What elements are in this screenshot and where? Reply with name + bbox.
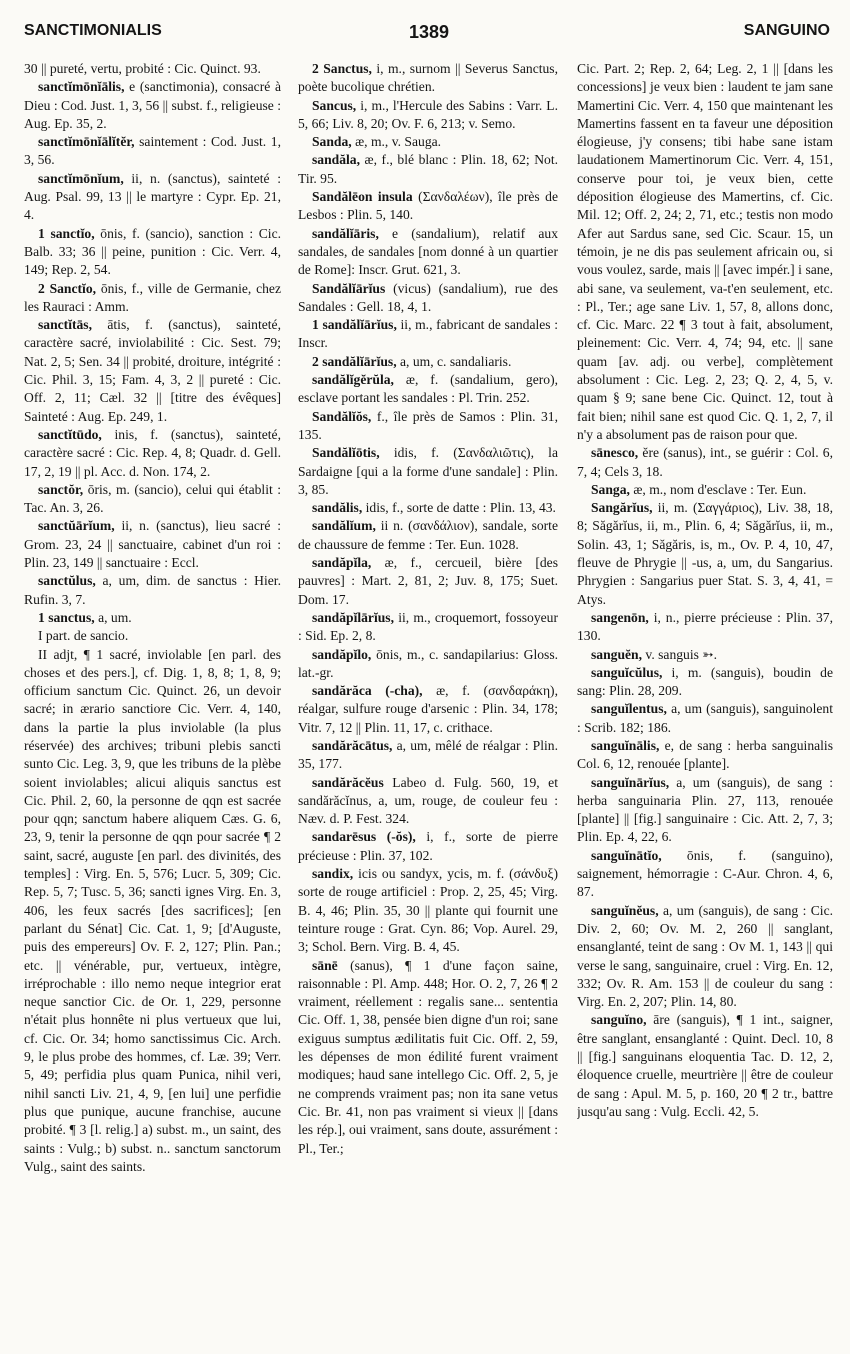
entry-definition: ōnis, f. (sanguino), saignement, hémorragie : C-Aur. Chron. 4, 6, 87. xyxy=(577,847,833,900)
dictionary-entry xyxy=(24,627,281,645)
entry-definition: e, de sang : herba sanguinalis Col. 6, 12, renouée [plante]. xyxy=(577,737,833,772)
dictionary-entry xyxy=(298,865,558,956)
dictionary-entry xyxy=(298,499,558,517)
dictionary-entry xyxy=(298,444,558,499)
entry-definition: f., île près de Samos : Plin. 31, 135. xyxy=(298,408,558,442)
entry-headword: 1 sandălĭārĭus, xyxy=(312,317,397,333)
column-3 xyxy=(577,60,833,1345)
entry-headword: Sandălēon insula xyxy=(312,189,413,205)
dictionary-entry xyxy=(298,646,558,683)
entry-headword: sanguĭnālis, xyxy=(591,737,660,753)
entry-definition: ōris, m. (sancio), celui qui établit : Tac. An. 3, 26. xyxy=(24,481,281,516)
entry-definition: æ, f. (σανδαράκη), réalgar, sulfure rouge d'arsenic : Plin. 34, 178; Vitr. 7, 12 || Plin. 11, 17, c. crithace. xyxy=(298,683,558,735)
dictionary-entry xyxy=(298,133,558,151)
dictionary-entry xyxy=(577,902,833,1012)
dictionary-entry xyxy=(298,371,558,408)
entry-headword: sanguĭlentus, xyxy=(591,701,667,717)
entry-definition: a, um, c. sandaliaris. xyxy=(400,353,512,369)
dictionary-entry xyxy=(298,280,558,317)
column-1 xyxy=(24,60,281,1345)
dictionary-entry xyxy=(24,78,281,133)
dictionary-entry xyxy=(298,316,558,353)
dictionary-entry xyxy=(298,408,558,445)
dictionary-entry xyxy=(298,151,558,188)
entry-headword: sandălĭāris, xyxy=(312,225,379,241)
entry-headword: Sandălĭōtis, xyxy=(312,445,380,461)
dictionary-entry xyxy=(24,170,281,225)
entry-definition: Cic. Part. 2; Rep. 2, 64; Leg. 2, 1 || [dans les concessions] je veux bien : laudent te jam sane Mamertini Cic. Verr. 4, 150 que maintenant les Mamertins fassent en ta faveur une déposition élogieuse, j'y consens; tibi habe sane istam laudationem Mamertinorum Cic. Verr. 4, 151, conserve pour toi, je veux bien, cette déposition élogieuse des Mamertins, cf. Cic. Mil. 12; Off. 2, 24; 2, 71, etc.; testis non modo Afer aut Sardus sane, sed Cic. Scaur. 15, un témoin, je ne dis pas seulement africain ou, si vous voulez, sarde, mais || [avec impér.] i sane, abi sane, va seulement, va-t'en seulement, etc. : Pl., Ter.; age sane Liv. 1, 57, 8, allons donc, cf. Cic. Marc. 22 ¶ 3 tout à fait, absolument, pleinement: Cic. Verr. 4, 74; 94, etc. || sane quam [av. adj. ou verbe], complètement absolument : Cic. Leg. 2, 23; Q. 2, 4, 5, v. quam § 9; sane bene Cic. Quinct. 12, tout à fait bien; nihil sane est quod Cic. Q. 1, 2, 7, il n'y a absolument pas de raison pour que. xyxy=(577,61,833,442)
entry-headword: Sandălĭŏs, xyxy=(312,408,372,424)
entry-definition: ii, n. (sanctus), lieu sacré : Grom. 23, 24 || sanctuaire, cabinet d'un roi : Plin. 23, 149 || sanctuaire : Eccl. xyxy=(24,518,281,571)
dictionary-entry xyxy=(24,133,281,170)
dictionary-entry xyxy=(298,609,558,646)
entry-headword: sanctĭmōnĭālĭtĕr, xyxy=(38,134,135,150)
entry-definition: ii, m., croquemort, fossoyeur : Sid. Ep. 2, 8. xyxy=(298,609,558,644)
dictionary-entry xyxy=(577,444,833,481)
dictionary-entry xyxy=(24,426,281,481)
entry-headword: sanctĭtās, xyxy=(38,317,92,333)
entry-headword: sanctŏr, xyxy=(38,481,84,497)
dictionary-entry xyxy=(577,664,833,701)
dictionary-entry xyxy=(298,353,558,371)
entry-headword: 2 sandălĭārĭus, xyxy=(312,353,397,369)
entry-definition: i, m., l'Hercule des Sabins : Varr. L. 5, 66; Liv. 8, 20; Ov. F. 6, 213; v. Semo. xyxy=(298,97,558,131)
entry-definition: e (sandalium), relatif aux sandales, de sandales [nom donné à un quartier de Rome]: Inscr. Grut. 621, 3. xyxy=(298,225,558,278)
entry-definition: ōnis, f., ville de Germanie, chez les Rauraci : Amm. xyxy=(24,280,281,314)
entry-headword: sanguĭcŭlus, xyxy=(591,664,663,680)
page-number: 1389 xyxy=(409,22,450,42)
entry-headword: sanguĕn, xyxy=(591,646,642,662)
entry-headword: sanctĭmōnĭum, xyxy=(38,170,124,186)
entry-definition: (sanus), ¶ 1 d'une façon saine, raisonnable : Pl. Amp. 448; Hor. O. 2, 7, 26 ¶ 2 vraiment, réellement : regalis sane... sententia Cic. Off. 1, 38, pensée bien digne d'un roi; sane exiguus sumptus ædilitatis fuit Cic. Off. 2, 59, les dépenses de mon édilité furent vraiment modiques; haud sane intellego Cic. Off. 2, 5, je ne comprends vraiment pas; non ita sane vetus Cic. Br. 41, non pas vraiment si vieux || [dans les rép.], oui vraiment, sans doute, assurément : Pl., Ter.; xyxy=(298,957,558,1156)
entry-headword: 2 Sanctus, xyxy=(312,61,372,76)
entry-definition: i, m., surnom || Severus Sanctus, poète bucolique chrétien. xyxy=(298,61,558,95)
entry-definition: (vicus) (sandalium), rue des Sandales : Gell. 18, 4, 1. xyxy=(298,280,558,314)
entry-headword: sanguĭnātĭo, xyxy=(591,847,662,863)
entry-definition: ii, n. (sanctus), sainteté : Aug. Psal. 99, 13 || le martyre : Cypr. Ep. 21, 4. xyxy=(24,170,281,223)
entry-headword: sandarēsus (-ŏs), xyxy=(312,829,416,845)
dictionary-entry xyxy=(24,60,281,78)
entry-definition: a, um (sanguis), de sang : herba sanguinaria Plin. 27, 113, renouée [plante] || [fig.] sanguinaire : Cic. Att. 2, 7, 3; Plin. Ep. 4, 22, 6. xyxy=(577,774,833,845)
dictionary-entry xyxy=(24,280,281,317)
entry-definition: a, um (sanguis), sanguinolent : Scrib. 182; 186. xyxy=(577,701,833,735)
entry-headword: sandăla, xyxy=(312,152,360,168)
entry-headword: sandărăcĕus xyxy=(312,774,384,790)
dictionary-entry xyxy=(577,646,833,664)
dictionary-entry xyxy=(577,1011,833,1121)
dictionary-entry xyxy=(577,700,833,737)
entry-headword: sānē xyxy=(312,957,338,973)
entry-definition: ōnis, m., c. sandapilarius: Gloss. lat.-gr. xyxy=(298,646,558,680)
dictionary-entry xyxy=(298,188,558,225)
entry-headword: sanguĭnārĭus, xyxy=(591,774,670,790)
entry-headword: sānesco, xyxy=(591,445,639,461)
entry-definition: a, um, dim. de sanctus : Hier. Rufin. 3, 7. xyxy=(24,573,281,607)
entry-headword: sanctĭtūdo, xyxy=(38,426,102,442)
dictionary-entry xyxy=(577,499,833,609)
entry-definition: a, um. xyxy=(98,609,132,625)
entry-definition: i, n., pierre précieuse : Plin. 37, 130. xyxy=(577,609,833,644)
entry-definition: 30 || pureté, vertu, probité : Cic. Quinct. 93. xyxy=(24,61,261,76)
entry-definition: ii, m., fabricant de sandales : Inscr. xyxy=(298,317,558,351)
entry-definition: ōnis, f. (sancio), sanction : Cic. Balb. 33; 36 || peine, punition : Cic. Verr. 4, 149; Rep. 2, 54. xyxy=(24,225,281,278)
right-guide-word: SANGUINO xyxy=(743,22,830,39)
dictionary-entry xyxy=(577,847,833,902)
entry-definition: æ, m., nom d'esclave : Ter. Eun. xyxy=(633,481,807,497)
entry-definition: æ, f. (sandalium, gero), esclave portant les sandales : Pl. Trin. 252. xyxy=(298,372,558,406)
entry-definition: v. sanguis ➳. xyxy=(645,646,718,662)
dictionary-entry xyxy=(24,481,281,518)
entry-headword: 2 Sanctĭo, xyxy=(38,280,97,296)
entry-definition: a, um, mêlé de réalgar : Plin. 35, 177. xyxy=(298,737,558,772)
dictionary-entry xyxy=(298,517,558,554)
dictionary-entry xyxy=(24,646,281,1177)
dictionary-entry xyxy=(24,517,281,572)
entry-headword: sandălĭgĕrŭla, xyxy=(312,372,394,388)
entry-definition: i, f., sorte de pierre précieuse : Plin. 37, 102. xyxy=(298,829,558,863)
entry-definition: ii, m. (Σαγγάριος), Liv. 38, 18, 8; Săgărĭus, ii, m., Plin. 6, 4; Săgărĭus, ii, m., Solin. 43, 1; Săgăris, is, m., Ov. P. 4, 10, 47, fleuve de Phrygie || -us, a, um, du Sangarius. Phrygien : Sangarius puer Stat. S. 3, 4, 41, = Atys. xyxy=(577,500,833,607)
entry-headword: Sanga, xyxy=(591,481,630,497)
entry-headword: Sangărĭus, xyxy=(591,500,653,516)
entry-definition: æ, f., cercueil, bière [des pauvres] : Mart. 2, 81, 2; Juv. 8, 175; Suet. Dom. 17. xyxy=(298,555,558,607)
entry-definition: a, um (sanguis), de sang : Cic. Div. 2, 60; Ov. M. 2, 260 || sanglant, ensanglanté, teint de sang : Ov M. 1, 143 || qui verse le sang, sanguinaire, cruel : Virg. En. 12, 332; Ov. R. Am. 153 || de couleur du sang : Virg. En. 2, 207; Plin. 14, 80. xyxy=(577,902,833,1010)
entry-headword: Sanda, xyxy=(312,134,352,150)
entry-headword: sanguĭnĕus, xyxy=(591,902,659,918)
dictionary-entry xyxy=(577,737,833,774)
entry-headword: sandăpĭlo, xyxy=(312,646,372,662)
entry-definition: idis, f. (Σανδαλιῶτις), la Sardaigne [qui a la forme d'une sandale] : Plin. 3, 85. xyxy=(298,445,558,497)
entry-definition: ĕre (sanus), int., se guérir : Col. 6, 7, 4; Cels 3, 18. xyxy=(577,445,833,479)
entry-headword: sanctŭārĭum, xyxy=(38,518,115,534)
entry-headword: sandărăca (-cha), xyxy=(312,683,423,699)
dictionary-entry xyxy=(577,60,833,444)
dictionary-entry xyxy=(298,225,558,280)
entry-definition: icis ou sandyx, ycis, m. f. (σάνδυξ) sorte de rouge artificiel : Prop. 2, 25, 45; Virg. B. 4, 46; Plin. 35, 30 || plante qui fournit une teinture rouge : Grat. Cyn. 86; Vop. Aurel. 29, 3; Schol. Bern. Virg. B. 4, 45. xyxy=(298,866,558,955)
dictionary-entry xyxy=(298,737,558,774)
entry-definition: II adjt, ¶ 1 sacré, inviolable [en parl. des choses et des pers.], cf. Dig. 1, 8, 8; 1, 8, 9; officium sanctum Cic. Quinct. 26, un devoir sacré; in ærario sanctiore Cic. Verr. 4, 140, dans la partie la plus inviolable (la plus réservée) des archives; tribuni plebis sancti sunto Cic. Leg. 3, 9, que les tribuns de la plèbe soient inviolables; alicui aliquis sanctus est Cic. Phil. 2, 60, la personne de qqn est sacrée pour qqn; sanctum habere aliquem Cæs. G. 6, 23, 9, tenir la personne de qqn pour sacrée ¶ 2 saint, sacré, auguste [en parl. des divinités, des temples] : Virg. En. 5, 576; Lucr. 5, 309; Cic. Rep. 5, 7; Tusc. 5, 36; sancti ignes Virg. En. 3, 406, les feux sacrés [des sacrifices]; [en parlant du Sénat] Cic. Cat. 1, 9; [d'Auguste, puis des empereurs] Ov. F. 2, 127; Plin. Pan.; etc. || vénérable, pur, vertueux, intègre, irréprochable : illo nemo neque integrior erat neque sanctior Cic. de Or. 1, 229, personne n'était plus honnête ni plus vertueux que lui, cf. Cic. Or. 34; homo sanctissimus Cic. Arch. 9, le plus probe des hommes, cf. Læ. 39; Verr. 5, 49; perfidia plus quam Punica, nihil veri, nihil sancti Liv. 21, 4, 9, [en lui] une perfidie plus que punique, aucune franchise, aucune probité. ¶ 3 [l. relig.] a) subst. m., un saint, des saints : Vulg.; b) subst. n.. sanctum sanctorum Vulg., saint des saints. xyxy=(24,646,281,1174)
dictionary-entry xyxy=(24,225,281,280)
dictionary-entry xyxy=(577,609,833,646)
entry-headword: sanctŭlus, xyxy=(38,573,96,589)
dictionary-entry xyxy=(298,60,558,97)
dictionary-entry xyxy=(298,554,558,609)
entry-headword: sandălis, xyxy=(312,500,363,516)
dictionary-entry xyxy=(24,316,281,426)
entry-definition: e (sanctimonia), consacré à Dieu : Cod. Just. 1, 3, 56 || subst. f., religieuse : Aug. Ep. 35, 2. xyxy=(24,79,281,131)
entry-definition: ii n. (σανδάλιον), sandale, sorte de chaussure de femme : Ter. Eun. 1028. xyxy=(298,518,558,552)
entry-headword: sangenōn, xyxy=(591,609,649,625)
entry-definition: I part. de sancio. xyxy=(38,628,129,644)
entry-headword: Sancus, xyxy=(312,97,357,113)
entry-definition: i, m. (sanguis), boudin de sang: Plin. 28, 209. xyxy=(577,664,833,699)
entry-definition: Labeo d. Fulg. 560, 19, et sandărăcĭnus, a, um, rouge, de couleur feu : Næv. d. P. Fest. 324. xyxy=(298,774,558,827)
entry-headword: sandălĭum, xyxy=(312,518,376,534)
dictionary-entry xyxy=(577,481,833,499)
entry-headword: 1 sanctus, xyxy=(38,609,95,625)
entry-headword: sandăpĭlārĭus, xyxy=(312,609,394,625)
dictionary-entry xyxy=(577,774,833,847)
entry-headword: 1 sanctĭo, xyxy=(38,225,95,241)
entry-definition: āre (sanguis), ¶ 1 int., saigner, être sanglant, ensanglanté : Quint. Decl. 10, 8 || [fig.] sanguinans eloquentia Tac. D. 12, 2, éloquence cruelle, meurtrière || être de couleur de sang : Apul. M. 5, p. 160, 20 ¶ 2 tr., battre jusqu'au sang : Vulg. Eccli. 42, 5. xyxy=(577,1012,833,1119)
entry-headword: sanguĭno, xyxy=(591,1012,647,1028)
entry-definition: (Σανδαλέων), île près de Lesbos : Plin. 5, 140. xyxy=(298,189,558,223)
entry-headword: sandix, xyxy=(312,866,354,882)
left-guide-word: SANCTIMONIALIS xyxy=(24,22,162,39)
entry-headword: sandărăcātus, xyxy=(312,737,393,753)
entry-headword: Sandălĭārĭus xyxy=(312,280,386,296)
dictionary-entry xyxy=(298,774,558,829)
dictionary-entry xyxy=(298,957,558,1158)
entry-definition: æ, f., blé blanc : Plin. 18, 62; Not. Tir. 95. xyxy=(298,152,558,186)
column-2 xyxy=(298,60,558,1345)
dictionary-entry xyxy=(24,609,281,627)
entry-definition: æ, m., v. Sauga. xyxy=(355,134,442,150)
dictionary-entry xyxy=(24,572,281,609)
running-header xyxy=(24,18,830,48)
entry-definition: inis, f. (sanctus), sainteté, caractère sacré : Cic. Rep. 4, 8; Quadr. d. Gell. 17, 2, 19 || pl. Acc. d. Non. 174, 2. xyxy=(24,426,281,479)
dictionary-entry xyxy=(298,97,558,134)
entry-definition: ātis, f. (sanctus), sainteté, caractère sacré, inviolabilité : Cic. Sest. 79; Nat. 2, 5; Sen. 34 || probité, droiture, intégrité : Cic. Phil. 3, 15; Fam. 4, 3, 2 || pureté : Cic. Off. 2, 11; Cæl. 32 || [titre des évêques] Sainteté : Aug. Ep. 249, 1. xyxy=(24,317,281,424)
dictionary-entry xyxy=(298,828,558,865)
entry-definition: saintement : Cod. Just. 1, 3, 56. xyxy=(24,134,281,168)
entry-headword: sanctĭmōnĭālis, xyxy=(38,79,125,95)
entry-headword: sandăpĭla, xyxy=(312,555,372,571)
entry-definition: idis, f., sorte de datte : Plin. 13, 43. xyxy=(365,500,556,516)
dictionary-entry xyxy=(298,682,558,737)
